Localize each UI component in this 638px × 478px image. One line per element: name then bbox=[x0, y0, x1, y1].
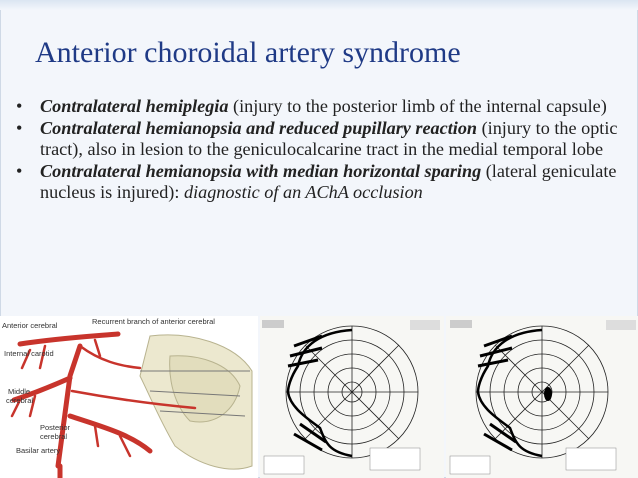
artery-anatomy-figure bbox=[0, 316, 258, 478]
bullet-emphasis: Contralateral hemianopsia and reduced pupillary reaction bbox=[40, 117, 478, 138]
visual-field-chart-1 bbox=[260, 316, 444, 478]
bullet-dot-icon: • bbox=[16, 160, 23, 181]
blind-spot-mark bbox=[544, 387, 552, 401]
bullet-dot-icon: • bbox=[16, 96, 23, 116]
slide-title: Anterior choroidal artery syndrome bbox=[35, 36, 461, 69]
label-middle-cerebral-2: cerebral bbox=[6, 396, 34, 405]
bullet-text: (injury to the posterior limb of the internal capsule) bbox=[228, 96, 607, 116]
visual-field-svg-2 bbox=[446, 316, 638, 478]
artery-anatomy-svg bbox=[0, 316, 258, 478]
label-posterior-cerebral-1: Posterior bbox=[40, 423, 71, 432]
label-internal-carotid: Internal carotid bbox=[4, 349, 54, 358]
visual-field-chart-2 bbox=[446, 316, 638, 478]
top-band bbox=[0, 0, 638, 10]
bullet-item bbox=[16, 96, 628, 118]
bullet-text: (lateral geniculate nucleus is injured): bbox=[40, 160, 617, 202]
visual-field-svg-1 bbox=[260, 316, 444, 478]
bullet-item bbox=[16, 161, 628, 204]
label-anterior-cerebral: Anterior cerebral bbox=[2, 321, 58, 330]
bullet-item bbox=[16, 118, 628, 161]
bullet-italic-note: diagnostic of an AChA occlusion bbox=[183, 182, 423, 202]
bullet-dot-icon: • bbox=[16, 117, 23, 138]
bullet-list bbox=[16, 96, 628, 204]
label-posterior-cerebral-2: cerebral bbox=[40, 432, 68, 441]
bullet-emphasis: Contralateral hemiplegia bbox=[40, 96, 229, 116]
bullet-text: (injury to the optic tract), also in lesion to the geniculocalcarine tract in the medial temporal lobe bbox=[40, 117, 618, 159]
label-recurrent-branch: Recurrent branch of anterior cerebral bbox=[92, 317, 215, 326]
label-basilar-artery: Basilar artery bbox=[16, 446, 61, 455]
figure-strip bbox=[0, 316, 638, 478]
bullet-emphasis: Contralateral hemianopsia with median horizontal sparing bbox=[40, 160, 482, 181]
label-middle-cerebral-1: Middle bbox=[8, 387, 31, 396]
